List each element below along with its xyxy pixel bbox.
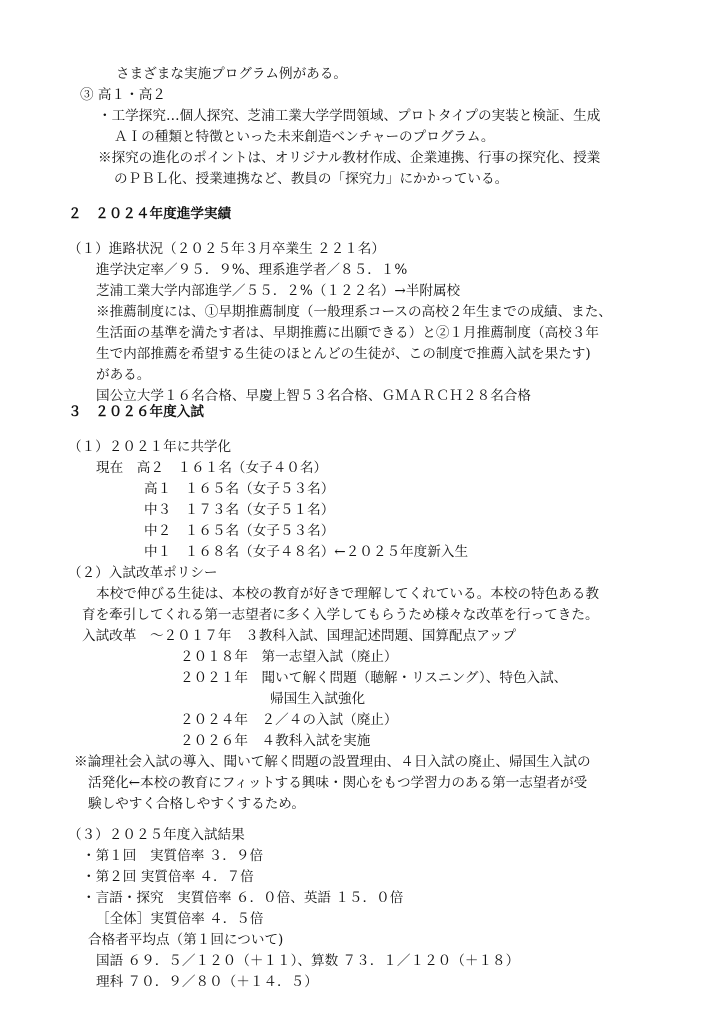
intro-line-4: ＡＩの種類と特徴といった未来創造ベンチャーのプログラム。 [114,129,495,145]
reform-note-3: 験しやすく合格しやすくするため。 [88,796,305,812]
average-score-heading: 合格者平均点（第１回について) [88,932,284,948]
result-row: ・第１回 実質倍率 ３．９倍 [82,848,264,864]
enrollment-row: 現在 高２ １６１名（女子４０名） [96,460,328,476]
university-results-line: 国公立大学１６名合格、早慶上智５３名合格、ＧＭＡＲＣＨ２８名合格 [96,388,531,404]
reform-row: 帰国生入試強化 [270,691,366,707]
reform-row: ２０２６年 ４教科入試を実施 [180,733,371,749]
career-rate-line: 進学決定率／９５．９%、理系進学者／８５．１% [96,262,408,278]
policy-paragraph-2: 育を牽引してくれる第一志望者に多く入学してもらうため様々な改革を行ってきた。 [82,607,599,623]
reform-row: ２０１８年 第一志望入試（廃止） [180,649,398,665]
enrollment-row: 中１ １６８名（女子４８名）←２０２５年度新入生 [144,544,469,560]
enrollment-row: 中３ １７３名（女子５１名） [144,502,335,518]
reform-row: 入試改革 ～２０１７年 ３教科入試、国理記述問題、国算配点アップ [82,628,517,644]
reform-note-1: ※論理社会入試の導入、聞いて解く問題の設置理由、４日入試の廃止、帰国生入試の [74,754,591,770]
enrollment-row: 高１ １６５名（女子５３名） [144,481,335,497]
coed-heading: （１）２０２１年に共学化 [68,439,232,455]
recommend-note-1: ※推薦制度には、①早期推薦制度（一般理系コースの高校２年生までの成績、また、 [96,304,612,320]
intro-line-3: ・工学探究…個人探究、芝浦工業大学学問領域、プロトタイプの実装と検証、生成 [98,108,601,124]
intro-note-2: のＰＢＬ化、授業連携など、教員の「探究力」にかかっている。 [114,171,509,187]
recommend-note-4: がある。 [96,367,151,383]
career-status-heading: （１）進路状況（２０２５年３月卒業生 ２２１名） [68,241,385,257]
intro-item-3: ③ 高１・高２ [80,87,166,103]
reform-row: ２０２１年 聞いて解く問題（聴解・リスニング）、特色入試、 [180,670,568,686]
average-score-row: 理科 ７０．９／８０（＋１４．５） [96,974,318,990]
recommend-note-2: 生活面の基準を満たす者は、早期推薦に出願できる）と②１月推薦制度（高校３年 [96,325,599,341]
average-score-row: 国語 ６９．５／１２０（＋１１）、算数 ７３．１／１２０（＋１８） [96,953,520,969]
result-row: ［全体］実質倍率 ４．５倍 [96,911,264,927]
recommend-note-3: 生で内部推薦を希望する生徒のほとんどの生徒が、この制度で推薦入試を果たす) [96,346,591,362]
section-3-heading: ３ ２０２６年度入試 [68,404,204,420]
reform-row: ２０２４年 ２／４の入試（廃止） [180,712,398,728]
section-2-heading: ２ ２０２４年度進学実績 [68,206,232,222]
result-row: ・言語・探究 実質倍率 ６．０倍、英語 １５．０倍 [82,890,404,906]
exam-results-heading: （３）２０２５年度入試結果 [68,827,245,843]
policy-paragraph-1: 本校で伸びる生徒は、本校の教育が好きで理解してくれている。本校の特色ある教 [96,586,599,602]
intro-line-1: さまざまな実施プログラム例がある。 [116,66,347,82]
internal-advance-line: 芝浦工業大学内部進学／５５．２%（１２２名）→半附属校 [96,283,461,299]
intro-note-1: ※探究の進化のポイントは、オリジナル教材作成、企業連携、行事の探究化、授業 [98,150,601,166]
enrollment-row: 中２ １６５名（女子５３名） [144,523,335,539]
result-row: ・第２回 実質倍率 ４．７倍 [82,869,254,885]
reform-note-2: 活発化←本校の教育にフィットする興味・関心をもつ学習力のある第一志望者が受 [88,775,588,791]
reform-policy-heading: （２）入試改革ポリシー [68,565,218,581]
